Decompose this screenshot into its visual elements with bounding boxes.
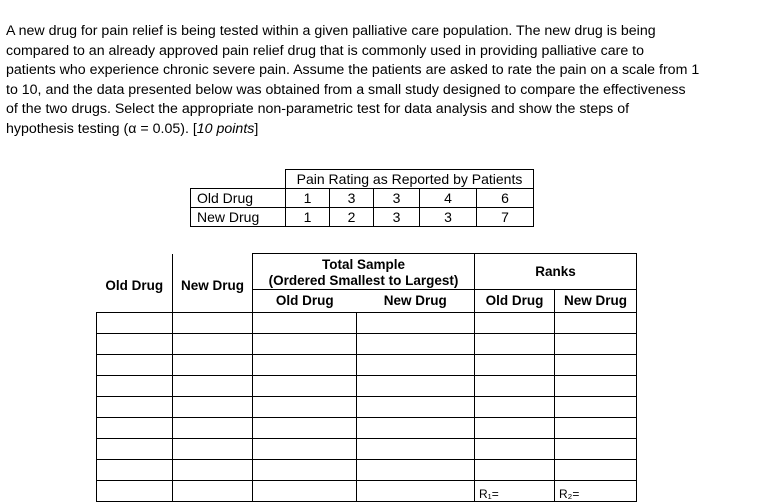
table-row — [97, 397, 637, 418]
rating-cell: 2 — [330, 208, 374, 227]
rating-cell: 3 — [420, 208, 477, 227]
rating-cell: 1 — [286, 208, 330, 227]
table-row — [191, 208, 534, 227]
points-label: 10 points — [196, 120, 255, 137]
empty-corner — [191, 170, 286, 189]
question-text — [6, 22, 758, 139]
total-sample-title: Total Sample — [253, 254, 475, 274]
ranks-old-drug: Old Drug — [475, 290, 555, 313]
rating-cell: 7 — [477, 208, 534, 227]
rating-cell: 4 — [420, 189, 477, 208]
question-line — [6, 120, 758, 140]
row-label: Old Drug — [191, 189, 286, 208]
rating-cell: 6 — [477, 189, 534, 208]
rating-cell: 3 — [374, 189, 420, 208]
table-row — [97, 355, 637, 376]
pain-ratings-table — [190, 169, 534, 227]
table-row — [97, 460, 637, 481]
question-line: A new drug for pain relief is being tested within a given palliative care population. The new drug is being — [6, 23, 656, 39]
row-label: New Drug — [191, 208, 286, 227]
rank-sum-r2: R₂= — [555, 481, 637, 502]
total-new-drug: New Drug — [357, 290, 475, 313]
question-line: of the two drugs. Select the appropriate non-parametric test for data analysis and show the steps of — [6, 101, 630, 117]
work-table — [96, 253, 637, 502]
ranks-title: Ranks — [475, 254, 637, 290]
question-line: compared to an already approved pain relief drug that is commonly used in providing palliative care to — [6, 42, 645, 59]
table-row — [97, 376, 637, 397]
rank-sum-row — [97, 481, 637, 502]
table-row — [97, 418, 637, 439]
rating-cell: 3 — [374, 208, 420, 227]
table-row — [191, 189, 534, 208]
ranks-new-drug: New Drug — [555, 290, 637, 313]
question-line: patients who experience chronic severe pain. Assume the patients are asked to rate the pain on a scale from 1 — [6, 62, 700, 78]
table-row — [97, 313, 637, 334]
table-row — [97, 334, 637, 355]
total-sample-subtitle: (Ordered Smallest to Largest) — [253, 273, 475, 290]
total-old-drug: Old Drug — [253, 290, 357, 313]
table-row — [97, 439, 637, 460]
question-line-start: hypothesis testing (α = 0.05). [ — [6, 120, 197, 137]
rating-cell: 3 — [330, 189, 374, 208]
pain-rating-header: Pain Rating as Reported by Patients — [286, 170, 534, 189]
question-line: to 10, and the data presented below was obtained from a small study designed to compare the effectiveness — [6, 81, 686, 98]
rating-cell: 1 — [286, 189, 330, 208]
col-old-drug: Old Drug — [97, 254, 173, 313]
col-new-drug: New Drug — [173, 254, 253, 313]
rank-sum-r1: R₁= — [475, 481, 555, 502]
question-line-end: ] — [254, 120, 259, 137]
